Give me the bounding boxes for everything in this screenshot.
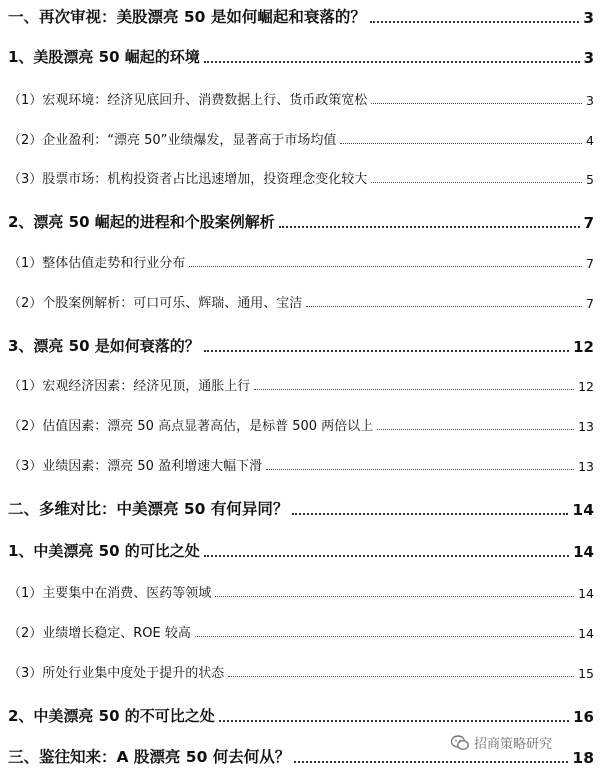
dot-leader <box>228 675 574 677</box>
toc-entry-title: 2、漂亮 50 崛起的进程和个股案例解析 <box>8 213 275 231</box>
toc-entry-page: 3 <box>583 49 594 67</box>
toc-entry-title: 1、中美漂亮 50 的可比之处 <box>8 542 200 560</box>
toc-entry-title: （3）所处行业集中度处于提升的状态 <box>8 666 225 681</box>
toc-entry[interactable] <box>8 455 594 474</box>
watermark <box>451 733 552 752</box>
watermark-text: 招商策略研究 <box>473 737 552 752</box>
toc-entry-page: 15 <box>578 666 594 681</box>
toc-entry[interactable] <box>8 292 594 311</box>
toc-entry-title: （1）整体估值走势和行业分布 <box>8 256 186 271</box>
dot-leader <box>371 102 582 104</box>
toc-entry[interactable] <box>8 129 594 148</box>
toc-entry-title: （1）主要集中在消费、医药等领域 <box>8 586 212 601</box>
toc-entry[interactable] <box>8 46 594 67</box>
toc-entry[interactable] <box>8 335 594 356</box>
dot-leader <box>294 760 568 763</box>
dot-leader <box>306 305 582 307</box>
toc-entry[interactable] <box>8 168 594 187</box>
dot-leader <box>219 719 569 722</box>
toc-entry-title: 二、多维对比：中美漂亮 50 有何异同？ <box>8 500 289 518</box>
toc-entry-page: 3 <box>586 93 594 108</box>
toc-entry-title: 3、漂亮 50 是如何衰落的？ <box>8 337 200 355</box>
wechat-icon <box>451 735 469 751</box>
toc-entry[interactable] <box>8 497 594 519</box>
toc-entry-title: 2、中美漂亮 50 的不可比之处 <box>8 707 215 725</box>
dot-leader <box>279 225 580 228</box>
toc-entry[interactable] <box>8 622 594 641</box>
toc-entry[interactable] <box>8 662 594 681</box>
toc-entry-page: 7 <box>583 214 594 232</box>
toc-entry-page: 18 <box>572 749 594 767</box>
toc-entry[interactable] <box>8 211 594 232</box>
dot-leader <box>254 388 574 390</box>
toc-entry-page: 7 <box>586 256 594 271</box>
toc-entry-page: 13 <box>578 459 594 474</box>
toc-entry-page: 14 <box>578 586 594 601</box>
toc-entry[interactable] <box>8 705 594 726</box>
toc-entry[interactable] <box>8 252 594 271</box>
toc-entry-title: 三、鉴往知来：A 股漂亮 50 何去何从？ <box>8 748 291 766</box>
toc-entry-page: 14 <box>578 626 594 641</box>
toc-entry-page: 12 <box>578 379 594 394</box>
dot-leader <box>204 349 569 352</box>
toc-entry[interactable] <box>8 540 594 561</box>
toc-entry[interactable] <box>8 5 594 27</box>
toc-entry[interactable] <box>8 89 594 108</box>
toc-entry-title: （2）企业盈利：“漂亮 50”业绩爆发，显著高于市场均值 <box>8 133 337 148</box>
toc-entry-page: 14 <box>573 543 594 561</box>
dot-leader <box>204 554 569 557</box>
toc-entry[interactable] <box>8 582 594 601</box>
dot-leader <box>189 265 582 267</box>
dot-leader <box>215 595 574 597</box>
toc-entry-page: 3 <box>583 9 594 27</box>
dot-leader <box>371 181 582 183</box>
toc-entry-title: （2）个股案例解析：可口可乐、辉瑞、通用、宝洁 <box>8 296 303 311</box>
toc-entry-page: 5 <box>586 172 594 187</box>
toc-entry-title: 1、美股漂亮 50 崛起的环境 <box>8 48 200 66</box>
toc-entry-page: 14 <box>572 501 594 519</box>
toc-entry-page: 13 <box>578 419 594 434</box>
dot-leader <box>195 635 574 637</box>
dot-leader <box>377 428 574 430</box>
toc-entry-page: 7 <box>586 296 594 311</box>
dot-leader <box>340 142 582 144</box>
dot-leader <box>266 468 574 470</box>
dot-leader <box>292 512 568 515</box>
toc-entry-page: 4 <box>586 133 594 148</box>
dot-leader <box>204 60 580 63</box>
toc-entry-title: （2）估值因素：漂亮 50 高点显著高估，是标普 500 两倍以上 <box>8 419 374 434</box>
toc-entry-page: 16 <box>573 708 594 726</box>
dot-leader <box>370 20 579 23</box>
toc-entry-title: （2）业绩增长稳定、ROE 较高 <box>8 626 191 641</box>
toc-entry-title: 一、再次审视：美股漂亮 50 是如何崛起和衰落的？ <box>8 8 366 26</box>
toc-entry-title: （1）宏观经济因素：经济见顶，通胀上行 <box>8 379 251 394</box>
toc-entry[interactable] <box>8 375 594 394</box>
toc-entry-page: 12 <box>573 338 594 356</box>
toc-entry-title: （3）业绩因素：漂亮 50 盈利增速大幅下滑 <box>8 459 263 474</box>
toc-entry-title: （3）股票市场：机构投资者占比迅速增加，投资理念变化较大 <box>8 172 368 187</box>
toc-entry[interactable] <box>8 415 594 434</box>
toc-entry-title: （1）宏观环境：经济见底回升、消费数据上行、货币政策宽松 <box>8 93 368 108</box>
